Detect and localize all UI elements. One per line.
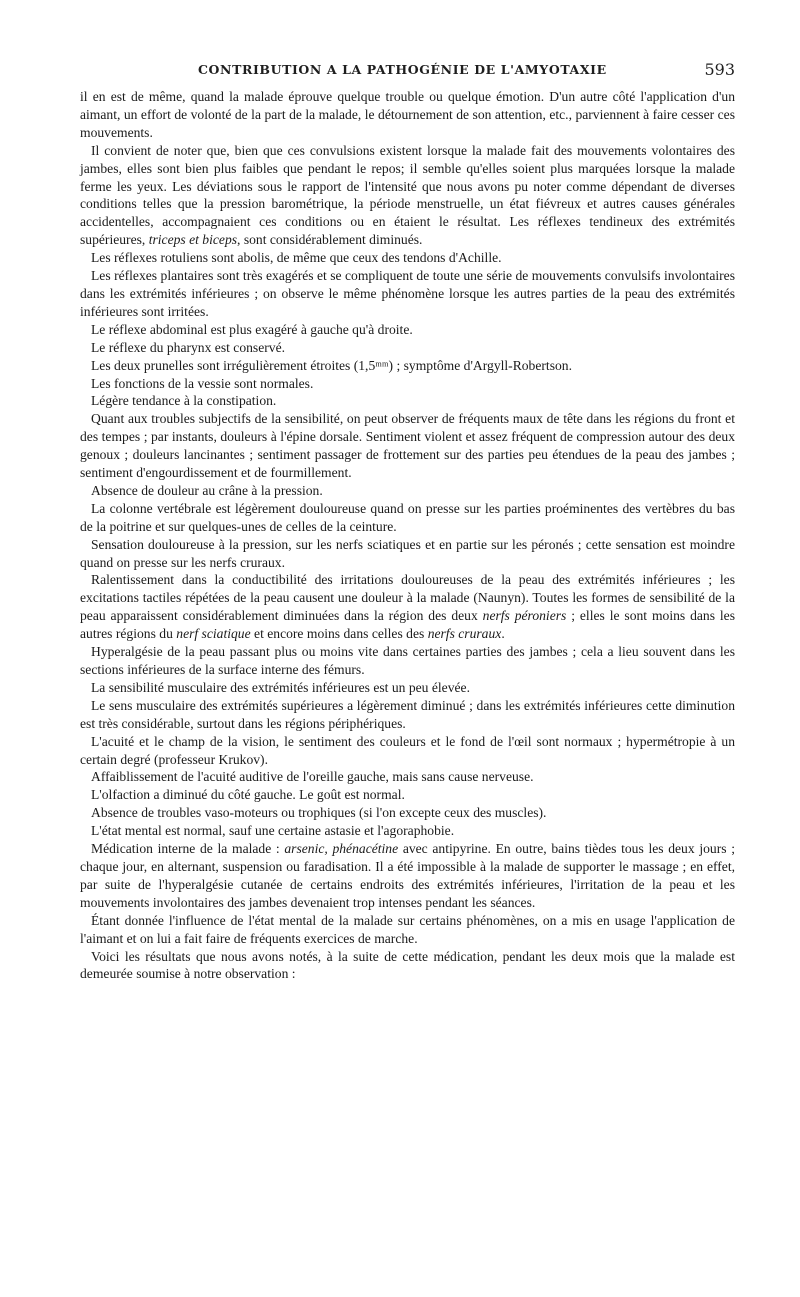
text-segment: La colonne vertébrale est légèrement douloureuse quand on presse sur les parties proéminentes des vertèbres du bas de la poitrine et sur quelques-unes de celles de la ceinture. — [80, 500, 735, 534]
text-segment: Le réflexe abdominal est plus exagéré à gauche qu'à droite. — [91, 321, 413, 337]
paragraph — [80, 249, 735, 267]
paragraph — [80, 697, 735, 733]
text-segment: Le réflexe du pharynx est conservé. — [91, 339, 286, 355]
text-segment: Les réflexes rotuliens sont abolis, de même que ceux des tendons d'Achille. — [91, 250, 502, 266]
text-segment: Absence de douleur au crâne à la pression. — [91, 482, 323, 498]
italic-text: arsenic, phénacétine — [284, 841, 399, 857]
paragraph — [80, 733, 735, 769]
paragraph — [80, 840, 735, 912]
paragraph — [80, 375, 735, 393]
paragraph — [80, 410, 735, 482]
text-segment: L'acuité et le champ de la vision, le sentiment des couleurs et le fond de l'œil sont normaux ; hypermétropie à un certain degré (professeur Krukov). — [80, 733, 735, 767]
paragraph — [80, 357, 735, 375]
paragraph — [80, 804, 735, 822]
paragraph — [80, 500, 735, 536]
text-segment: Légère tendance à la constipation. — [91, 393, 277, 409]
text-segment: Voici les résultats que nous avons notés, à la suite de cette médication, pendant les deux mois que la malade est demeurée soumise à notre observation : — [80, 948, 735, 982]
text-segment: Absence de troubles vaso-moteurs ou trophiques (si l'on excepte ceux des muscles). — [91, 805, 547, 821]
paragraph — [80, 267, 735, 321]
document-page — [80, 58, 735, 983]
text-segment: Ralentissement dans la conductibilité des irritations douloureuses de la peau des extrémités inférieures ; les excitations tactiles répétées de la peau causent une douleur à la malade (Naunyn). Toutes les formes de sensibilité de la peau apparaissent considérablement diminuées dans la région des deux — [80, 572, 735, 624]
text-segment: il en est de même, quand la malade éprouve quelque trouble ou quelque émotion. D'un autre côté l'application d'un aimant, un effort de volonté de la part de la malade, le détournement de son attention, etc., parviennent à faire cesser ces mouvements. — [80, 89, 735, 140]
text-segment: Sensation douloureuse à la pression, sur les nerfs sciatiques et en partie sur les péronés ; cette sensation est moindre quand on presse sur les nerfs cruraux. — [80, 536, 735, 570]
text-segment: Les deux prunelles sont irrégulièrement étroites (1,5ᵐᵐ) ; symptôme d'Argyll-Robertson. — [91, 357, 572, 373]
paragraph — [80, 786, 735, 804]
paragraph — [80, 339, 735, 357]
text-segment: Les réflexes plantaires sont très exagérés et se compliquent de toute une série de mouvements convulsifs involontaires dans les extrémités inférieures ; on observe le même phénomène lorsque les autres parties de la peau des extrémités inférieures sont irritées. — [80, 268, 735, 319]
text-segment: Médication interne de la malade : — [91, 841, 285, 857]
paragraph — [80, 392, 735, 410]
page-number: 593 — [704, 60, 735, 79]
paragraph — [80, 142, 735, 249]
text-segment: Quant aux troubles subjectifs de la sensibilité, on peut observer de fréquents maux de tête dans les régions du front et des tempes ; par instants, douleurs à l'épine dorsale. Sentiment violent et assez fréquent de compression autour des deux genoux ; douleurs lancinantes ; sentiment passager de frottement sur des parties peu étendues de la peau des jambes ; sentiment d'engourdissement et de fourmillement. — [80, 411, 735, 481]
text-segment: L'état mental est normal, sauf une certaine astasie et l'agoraphobie. — [91, 823, 455, 839]
text-segment: Hyperalgésie de la peau passant plus ou moins vite dans certaines parties des jambes ; cela a lieu souvent dans les sections inférieures de la surface interne des fémurs. — [80, 644, 735, 677]
text-segment: et encore moins dans celles des — [250, 626, 428, 642]
italic-text: nerfs cruraux — [427, 626, 502, 642]
paragraph — [80, 571, 735, 643]
text-segment: Étant donnée l'influence de l'état mental de la malade sur certains phénomènes, on a mis en usage l'application de l'aimant et on lui a fait faire de fréquents exercices de marche. — [80, 912, 735, 946]
paragraph — [80, 912, 735, 948]
text-segment: ; elles le sont moins dans les autres régions du — [80, 608, 735, 642]
italic-text: nerfs péroniers — [482, 608, 567, 624]
paragraph — [80, 482, 735, 500]
paragraph — [80, 321, 735, 339]
page-header — [80, 58, 735, 88]
italic-text: nerf sciatique — [176, 626, 251, 642]
text-segment: Affaiblissement de l'acuité auditive de l'oreille gauche, mais sans cause nerveuse. — [91, 769, 534, 785]
paragraph — [80, 88, 735, 142]
body-text — [80, 88, 735, 983]
text-segment: La sensibilité musculaire des extrémités inférieures est un peu élevée. — [91, 679, 470, 695]
text-segment: . — [501, 626, 505, 642]
paragraph — [80, 948, 735, 984]
text-segment: Il convient de noter que, bien que ces convulsions existent lorsque la malade fait des mouvements volontaires des jambes, elles sont bien plus faibles que pendant le repos; il semble qu'elles soient plus marquées lorsque la malade ferme les yeux. Les déviations sous le rapport de l'intensité que nous avons pu noter comme dépendant de diverses conditions telles que la pression barométrique, la période menstruelle, un état fiévreux et autres causes générales accidentelles, accompagnaient ces conditions ou en étaient le résultat. Les réflexes tendineux des extrémités supérieures, — [80, 142, 735, 248]
paragraph — [80, 822, 735, 840]
paragraph — [80, 643, 735, 679]
paragraph — [80, 768, 735, 786]
text-segment: Les fonctions de la vessie sont normales. — [91, 375, 314, 391]
text-segment: L'olfaction a diminué du côté gauche. Le goût est normal. — [91, 787, 405, 803]
text-segment: avec antipyrine. En outre, bains tièdes tous les deux jours ; chaque jour, en alternant, suspension ou faradisation. Il a été impossible à la malade de supporter le massage ; en effet, par suite de l'hyperalgésie cutanée de certains endroits des extrémités inférieures, l'irritation de la peau et les mouvements involontaires des jambes devenaient trop intenses pendant les séances. — [80, 841, 735, 910]
text-segment: , sont considérablement diminués. — [237, 232, 423, 248]
paragraph — [80, 536, 735, 572]
running-title: CONTRIBUTION A LA PATHOGÉNIE DE L'AMYOTAXIE — [198, 62, 607, 77]
paragraph — [80, 679, 735, 697]
text-segment: Le sens musculaire des extrémités supérieures a légèrement diminué ; dans les extrémités inférieures cette diminution est très considérable, surtout dans les régions périphériques. — [80, 697, 735, 731]
italic-text: triceps et biceps — [148, 232, 238, 248]
